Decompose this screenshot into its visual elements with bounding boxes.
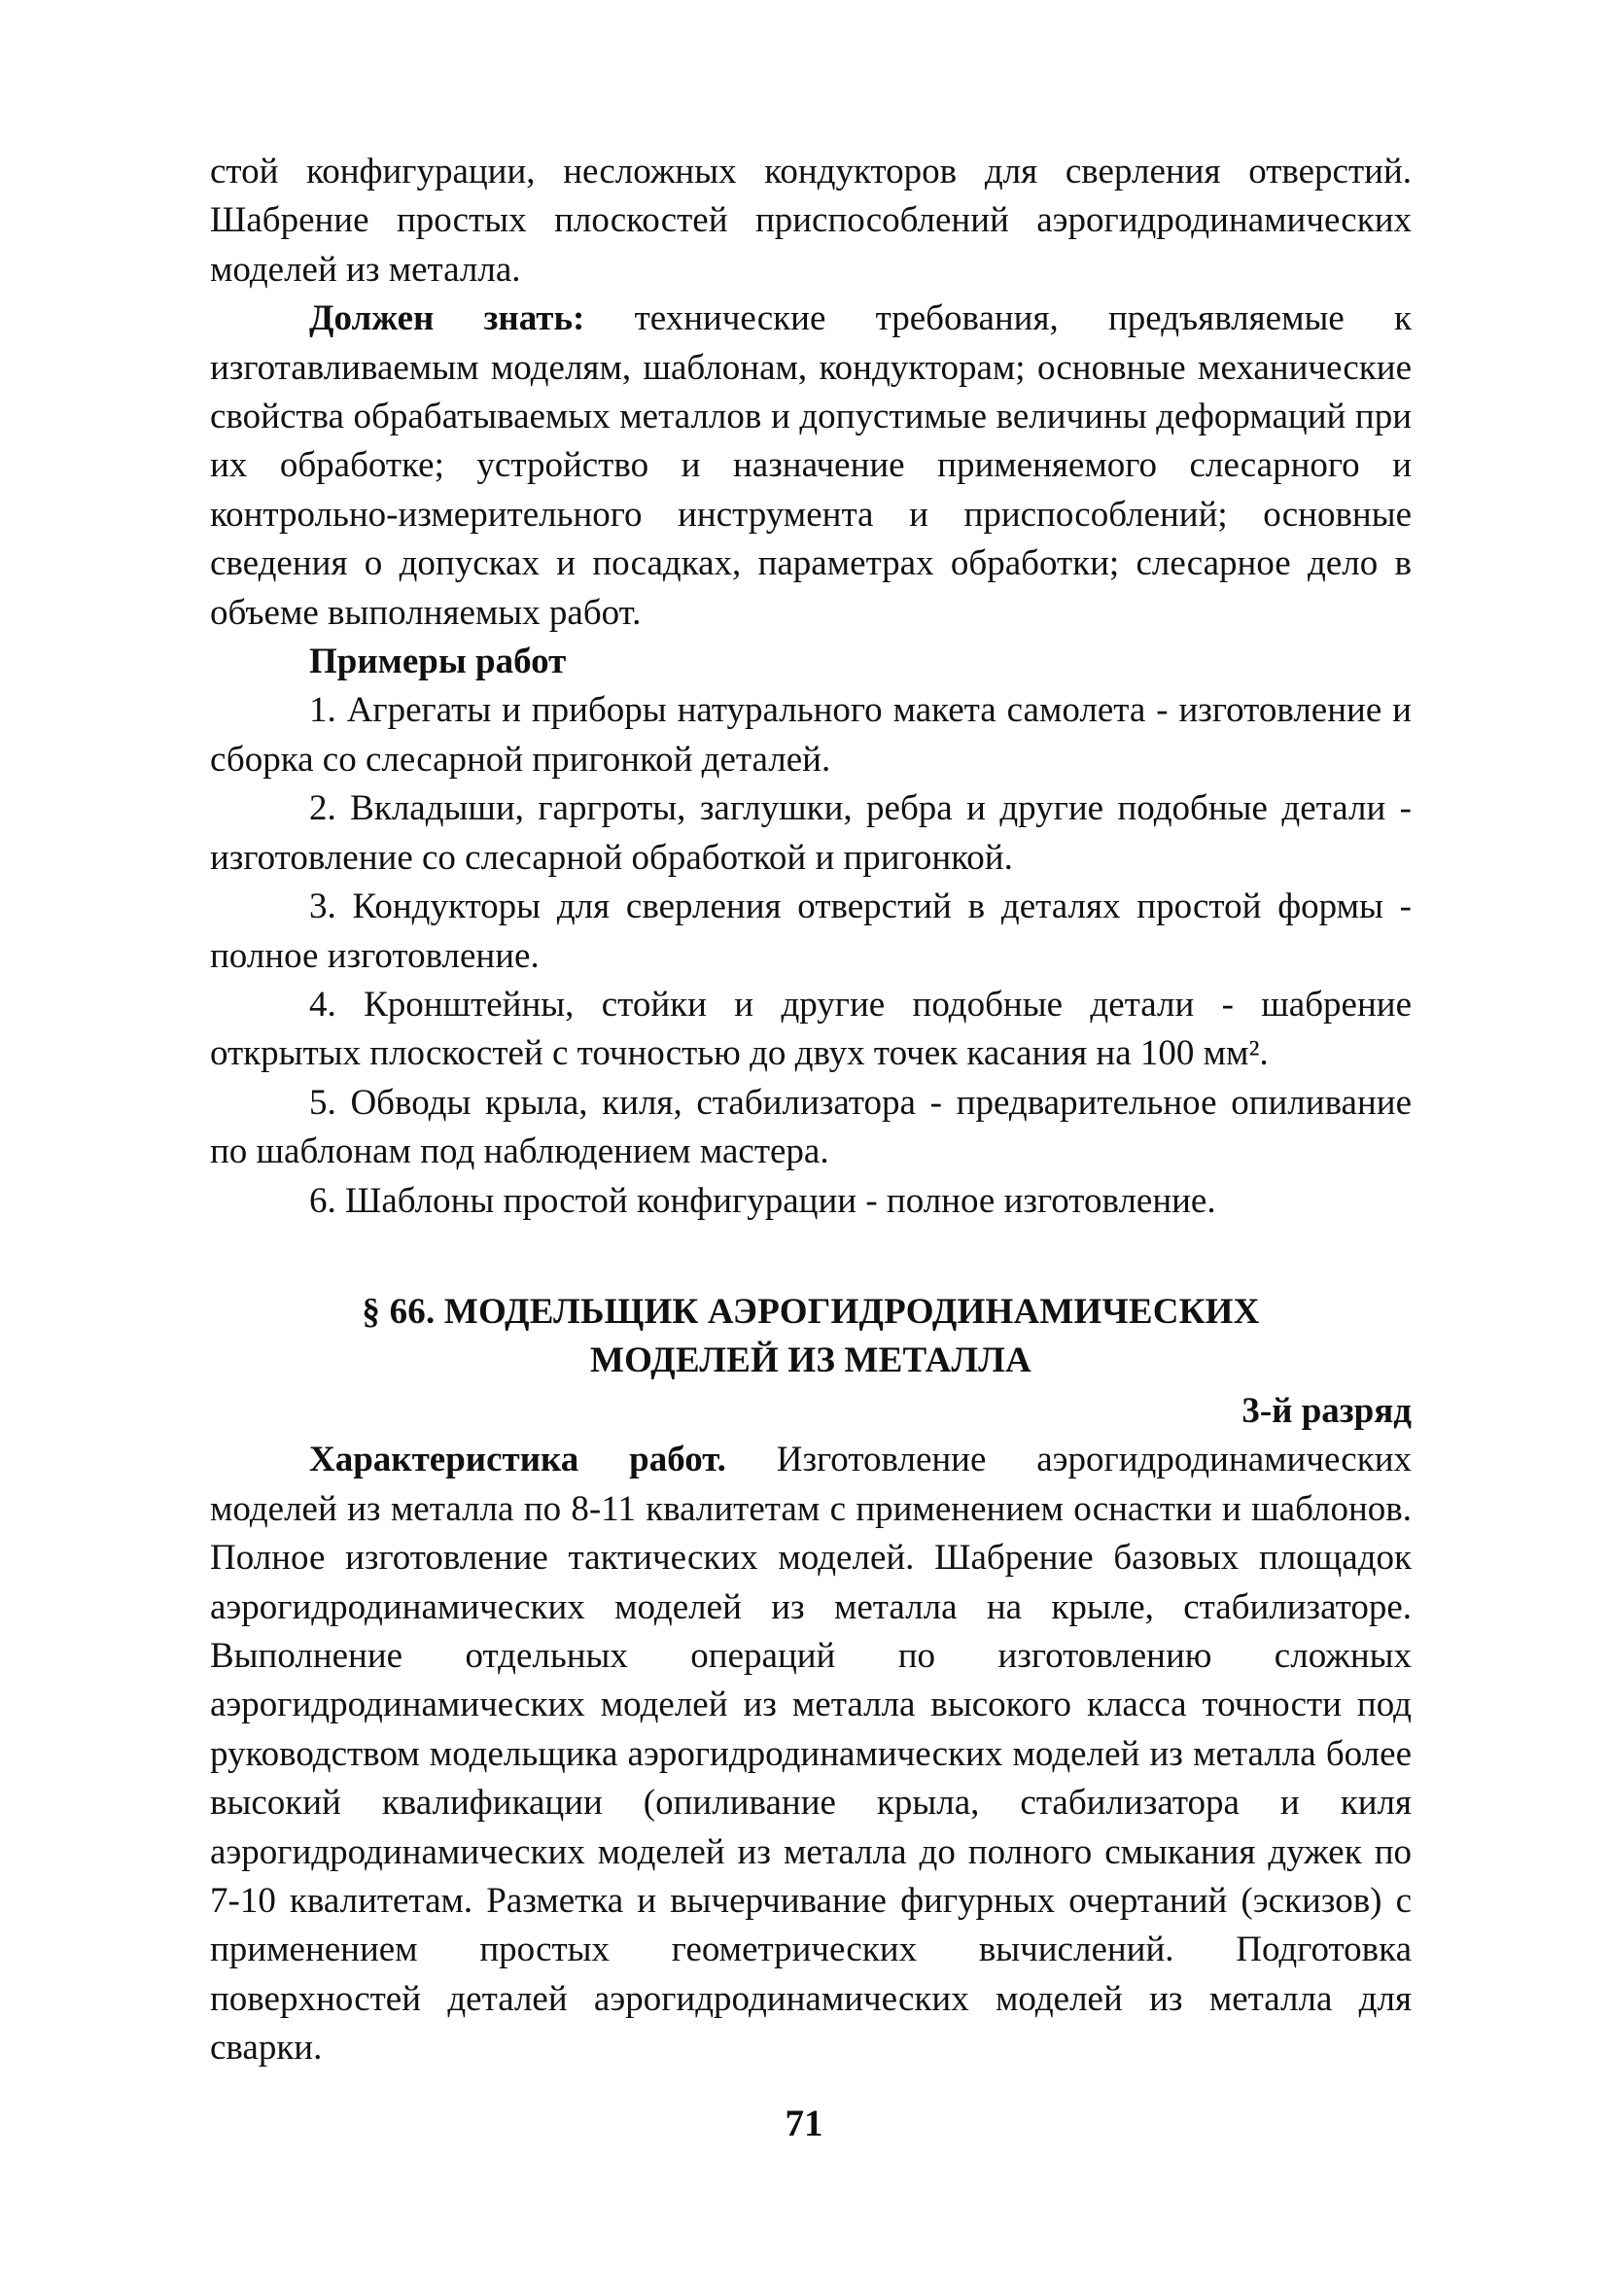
example-item: 6. Шаблоны простой конфигурации - полное изготовление.	[309, 1180, 1216, 1221]
characteristic-text: Изготовление аэрогидродинамических моделей из металла по 8-11 квалитетам с применением оснастки и шаблонов. Полное изготовление тактических моделей. Шабрение базовых площадок аэрогидродинамических моделей из металла на крыле, стабилизаторе. Выполнение отдельных операций по изготовлению сложных аэрогидродинамических моделей из металла высокого класса точности под руководством модельщика аэрогидродинамических моделей из металла более высокий квалификации (опиливание крыла, стабилизатора и киля аэрогидродинамических моделей из металла до полного смыкания дужек по 7-10 квалитетам. Разметка и вычерчивание фигурных очертаний (эскизов) с применением простых геометрических вычислений. Подготовка поверхностей деталей аэрогидродинамических моделей из металла для сварки.	[210, 1440, 1412, 2069]
section-heading-line: МОДЕЛЕЙ ИЗ МЕТАЛЛА	[590, 1339, 1031, 1380]
section-heading-line: § 66. МОДЕЛЬЩИК АЭРОГИДРОДИНАМИЧЕСКИХ	[362, 1291, 1260, 1332]
example-item: 5. Обводы крыла, киля, стабилизатора - предварительное опиливание по шаблонам под наблюдением мастера.	[210, 1082, 1412, 1172]
must-know-label: Должен знать:	[309, 298, 585, 339]
characteristic-paragraph	[210, 1436, 1412, 2072]
grade-label: 3-й разряд	[1241, 1390, 1412, 1431]
example-item: 1. Агрегаты и приборы натурального макета самолета - изготовление и сборка со слесарной пригонкой деталей.	[210, 690, 1412, 780]
example-item: 2. Вкладыши, гаргроты, заглушки, ребра и другие подобные детали - изготовление со слесарной обработкой и пригонкой.	[210, 788, 1412, 878]
must-know-paragraph	[210, 295, 1412, 638]
characteristic-label: Характеристика работ.	[309, 1440, 726, 1480]
example-item: 3. Кондукторы для сверления отверстий в деталях простой формы - полное изготовление.	[210, 887, 1412, 976]
page-number: 71	[785, 2103, 823, 2144]
intro-paragraph: стой конфигурации, несложных кондукторов для сверления отверстий. Шабрение простых плоскостей приспособлений аэрогидродинамических моделей из металла.	[210, 152, 1412, 290]
must-know-text: технические требования, предъявляемые к изготавливаемым моделям, шаблонам, кондукторам; основные механические свойства обрабатываемых металлов и допустимые величины деформаций при их обработке; устройство и назначение применяемого слесарного и контрольно-измерительного инструмента и приспособлений; основные сведения о допусках и посадках, параметрах обработки; слесарное дело в объеме выполняемых работ.	[210, 298, 1412, 633]
page-body	[210, 148, 1412, 2073]
section-heading	[210, 1288, 1412, 1385]
examples-title: Примеры работ	[309, 642, 567, 682]
example-item: 4. Кронштейны, стойки и другие подобные детали - шабрение открытых плоскостей с точностью до двух точек касания на 100 мм².	[210, 984, 1412, 1074]
